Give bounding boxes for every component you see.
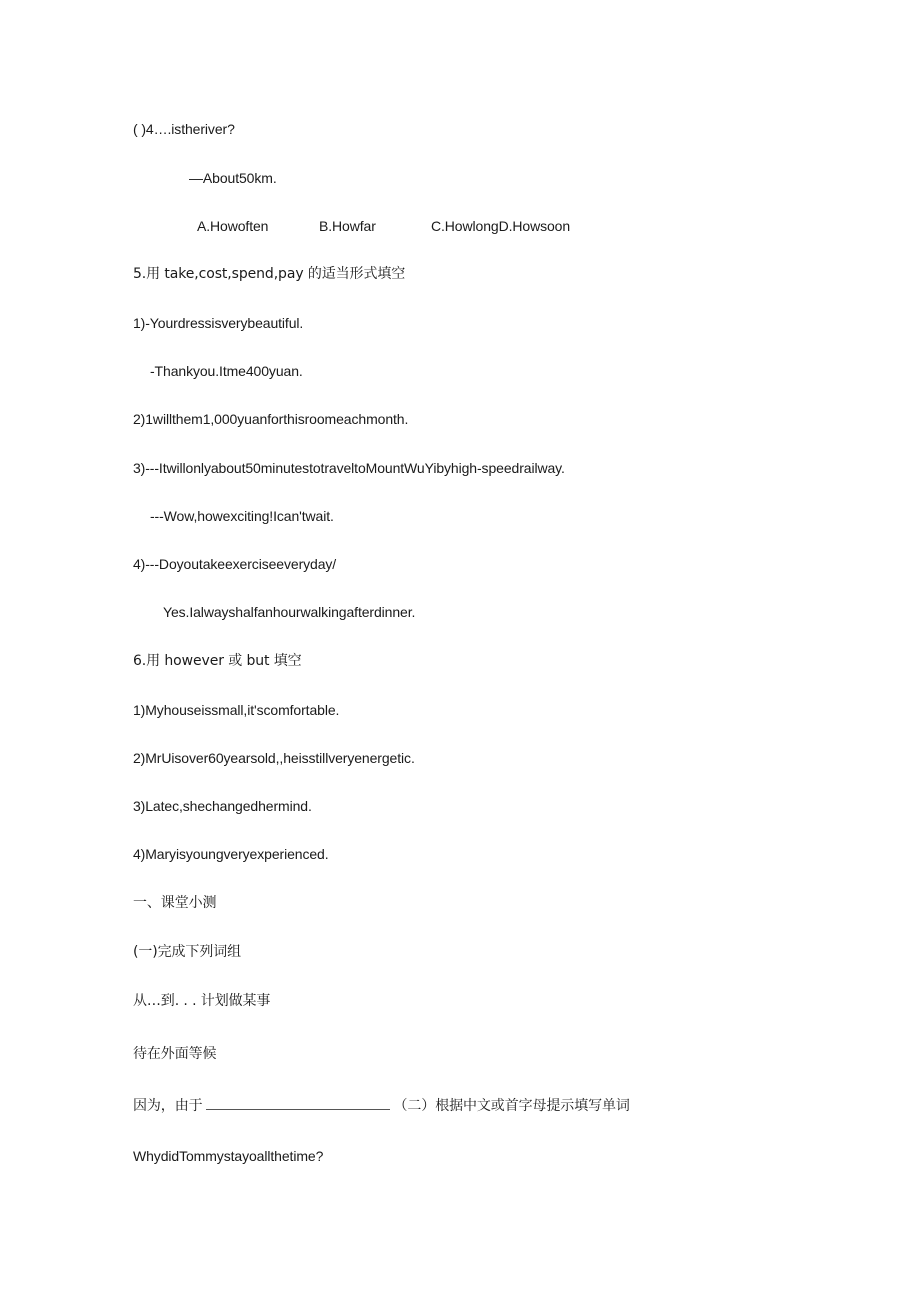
s5-item-1b: -Thankyou.Itme400yuan.: [150, 363, 303, 379]
s6-item-4: 4)Maryisyoungveryexperienced.: [133, 846, 329, 862]
question-4-options: [197, 217, 570, 235]
quiz-sentence-1: WhydidTommystayoallthetime?: [133, 1148, 324, 1164]
question-4-stem: ( )4….istheriver?: [133, 121, 235, 137]
phrase-3: 因为，由于: [133, 1098, 203, 1114]
section-5-heading: 5.用 take,cost,spend,pay 的适当形式填空: [133, 266, 406, 282]
s5-item-2: 2)1willthem1,000yuanforthisroomeachmonth.: [133, 411, 409, 427]
quiz-heading: 一、课堂小测: [133, 895, 217, 911]
question-4-answer: —About50km.: [189, 170, 277, 186]
quiz-part-1-heading: (一)完成下列词组: [133, 944, 242, 960]
s6-item-2: 2)MrUisover60yearsold,,heisstillveryenergetic.: [133, 750, 415, 766]
answer-blank[interactable]: [206, 1097, 390, 1110]
quiz-part-2-heading: （二）根据中文或首字母提示填写单词: [393, 1098, 630, 1114]
option-b: B.Howfar: [319, 218, 376, 234]
option-a: A.Howoften: [197, 218, 269, 234]
section-6-heading: 6.用 however 或 but 填空: [133, 653, 302, 669]
s5-item-4b: Yes.Ialwayshalfanhourwalkingafterdinner.: [163, 604, 416, 620]
s5-item-3b: ---Wow,howexciting!Ican'twait.: [150, 508, 334, 524]
s6-item-3: 3)Latec,shechangedhermind.: [133, 798, 312, 814]
option-cd: C.HowlongD.Howsoon: [431, 218, 571, 234]
s5-item-3a: 3)---Itwillonlyabout50minutestotraveltoMountWuYibyhigh-speedrailway.: [133, 460, 565, 476]
s5-item-1a: 1)-Yourdressisverybeautiful.: [133, 315, 304, 331]
phrase-1: 从…到. . . 计划做某事: [133, 993, 271, 1009]
s5-item-4a: 4)---Doyoutakeexerciseeveryday/: [133, 556, 337, 572]
phrase-2: 待在外面等候: [133, 1046, 217, 1062]
s6-item-1: 1)Myhouseissmall,it'scomfortable.: [133, 702, 340, 718]
phrase-3-line: [133, 1097, 630, 1115]
